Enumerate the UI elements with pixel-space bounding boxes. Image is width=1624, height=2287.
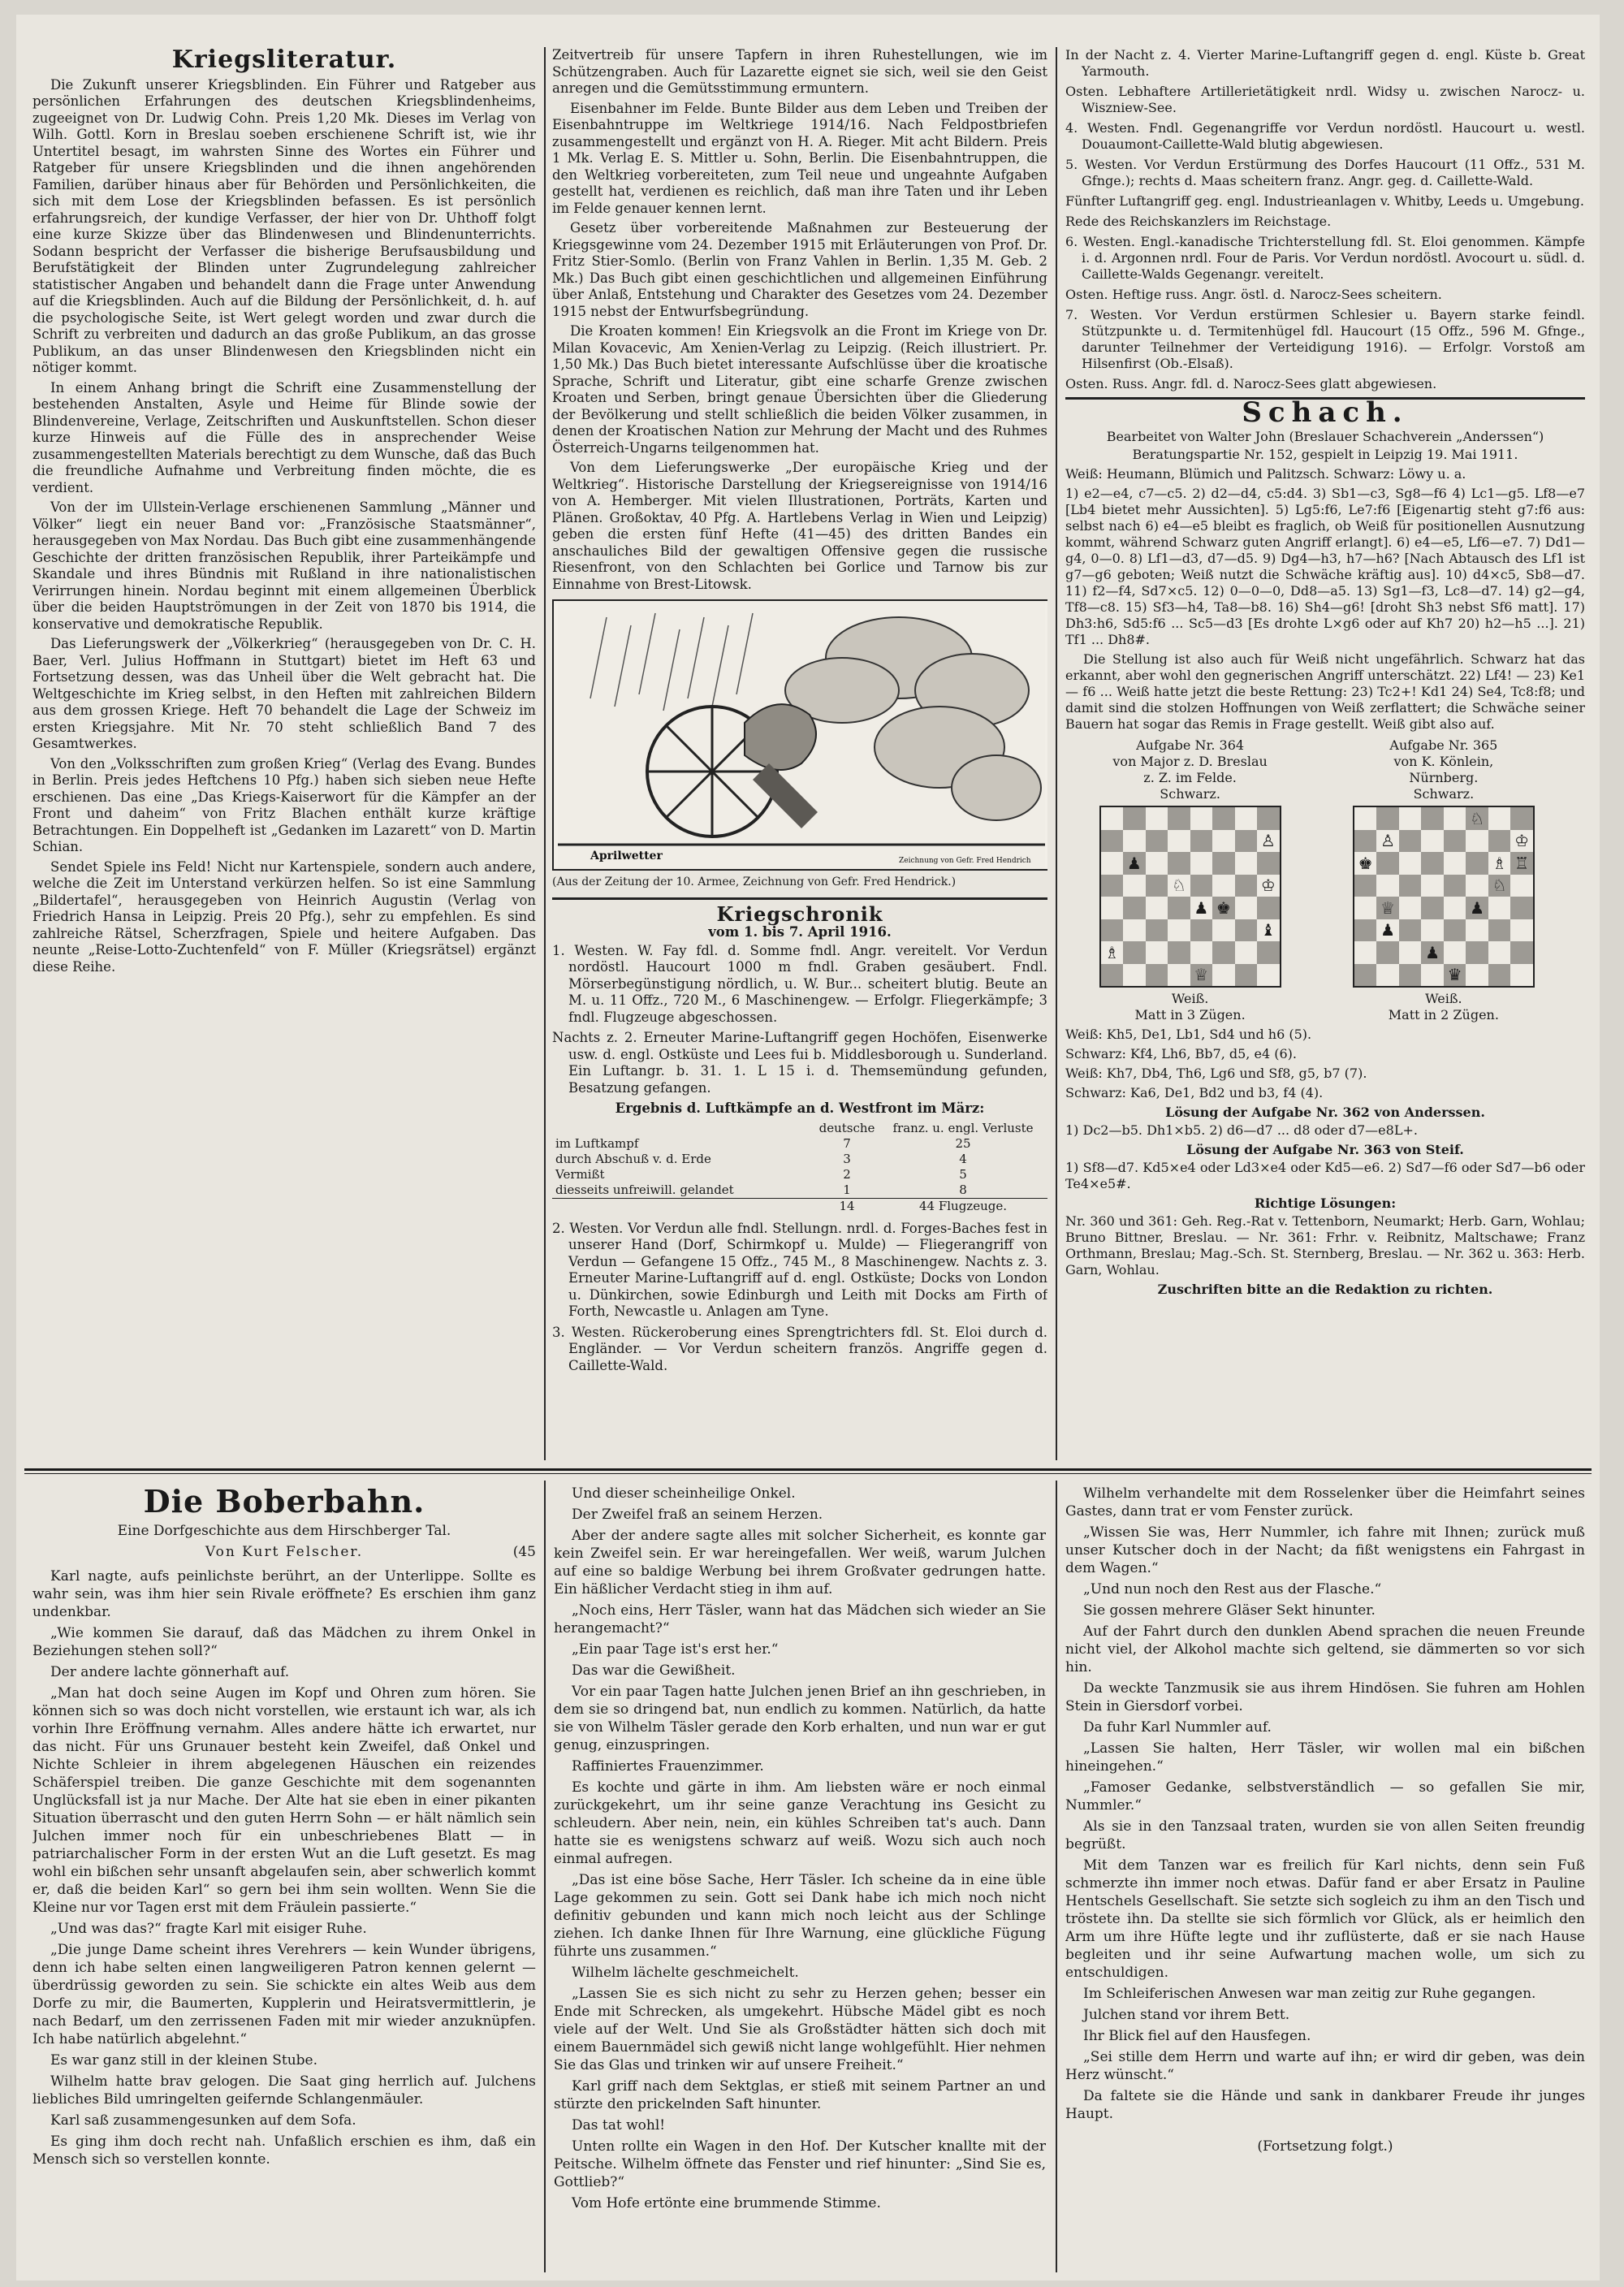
- chess-square: ♔: [1257, 875, 1280, 897]
- roman-paragraph: Aber der andere sagte alles mit solcher Sicherheit, es konnte gar kein Zweifel sein. Er war hereingefallen. Wer weiß, warum Julchen auf eine so baldige Werbung bei ihrem Großvater gedrungen hatte. Ein häßlicher Verdacht stieg in ihm auf.: [554, 1528, 1046, 1597]
- problem-color-bottom: Weiß.: [1171, 991, 1209, 1006]
- chess-square: [1146, 807, 1168, 830]
- chess-square: [1421, 875, 1444, 897]
- chess-square: [1235, 964, 1258, 987]
- chess-square: [1235, 807, 1258, 830]
- roman-col-1: [32, 1485, 536, 2272]
- chess-square: [1376, 807, 1399, 830]
- problem-color-top: Schwarz.: [1413, 786, 1475, 802]
- stats-cell: 2: [843, 1166, 851, 1182]
- problem-stipulation: Matt in 3 Zügen.: [1134, 1007, 1246, 1022]
- chess-square: ♗: [1101, 941, 1124, 964]
- chess-square: [1354, 830, 1377, 853]
- kriegsliteratur-paragraph: Die Zukunft unserer Kriegsblinden. Ein Führer und Ratgeber aus persönlichen Erfahrungen des deutschen Kriegsblindenheims, zugeeignet von Dr. Ludwig Cohn. Preis 1,20 Mk. Dieses im Verlag von Wilh. Gottl. Korn in Breslau soeben erschienene Schrift ist, wie ihr Untertitel besagt, im wahrsten Sinne des Wortes ein Führer und Ratgeber für unsere Kriegsblinden und die ihnen angehörenden Familien, darüber hinaus aber für Behörden und Persönlichkeiten, die sich mit dem Lose der Kriegsblinden befassen. Es ist persönlich erfahrungsreich, der kundige Verfasser, der hier von Dr. Uhthoff folgt eine kurze Skizze über das Blindenwesen und Blindenunterrichts. Sodann bespricht der Verfasser die bisherige Berufsausbildung und Berufstätigkeit der Blinden unter Zugrundelegung zahlreicher statistischer Angaben und behandelt dann die Frage unter Anwendung auf die Kriegsblinden. Auch auf die Bildung der Persönlichkeit, d. h. auf die psychologische Seite, ist Wert gelegt worden und zwar durch die Schrift zu verbreiten und dadurch an das große Publikum, an das grosse Publikum, an das unser Blindenwesen den Kriegsblinden nicht ein nötiger kommt.: [32, 76, 536, 375]
- chronik-item: Osten. Lebhaftere Artillerietätigkeit nrdl. Widsy u. zwischen Narocz- u. Wiszniew-See.: [1065, 84, 1585, 115]
- roman-paragraph: „Lassen Sie halten, Herr Täsler, wir wollen mal ein bißchen hineingehen.“: [1065, 1740, 1585, 1775]
- chess-square: [1466, 830, 1488, 853]
- problem-color-bottom: Weiß.: [1425, 991, 1462, 1006]
- problem-364-white: Weiß: Kh5, De1, Lb1, Sd4 und h6 (5).: [1065, 1027, 1312, 1042]
- chess-square: [1466, 875, 1488, 897]
- schach-footer: Zuschriften bitte an die Redaktion zu richten.: [1157, 1282, 1493, 1297]
- chess-square: [1101, 807, 1124, 830]
- stats-label: diesseits unfreiwill. gelandet: [555, 1182, 734, 1197]
- problem-365-white: Weiß: Kh7, Db4, Th6, Lg6 und Sf8, g5, b7 (7).: [1065, 1066, 1367, 1081]
- chess-square: [1101, 875, 1124, 897]
- middle-paragraph: Die Kroaten kommen! Ein Kriegsvolk an die Front im Kriege von Dr. Milan Kovacevic, Am Xenien-Verlag zu Leipzig. (Reich illustriert. Pr. 1,50 Mk.) Das Buch bietet interessante Aufschlüsse über die kroatische Sprache, Schrift und Literatur, gibt eine scharfe Grenze zwischen Kroaten und Serben, bringt genaue Übersichten über die Gliederung der Bevölkerung und stellt schließlich die beiden Völker zusammen, in denen der Kroatischen Nation zur Mehrung der Macht und des Ruhmes Österreich-Ungarns teilgenommen hat.: [552, 323, 1047, 456]
- roman-col-3: [1065, 1485, 1585, 2272]
- chess-square: [1212, 919, 1235, 942]
- chess-square: [1101, 830, 1124, 853]
- roman-paragraph: Julchen stand vor ihrem Bett.: [1083, 2007, 1290, 2023]
- column-kriegsliteratur: [32, 47, 536, 1452]
- roman-paragraph: Das war die Gewißheit.: [572, 1662, 736, 1679]
- chess-problem-364: [1065, 737, 1315, 1023]
- chess-square: ♝: [1257, 919, 1280, 942]
- chess-square: [1376, 964, 1399, 987]
- chess-square: [1101, 964, 1124, 987]
- roman-subtitle: Eine Dorfgeschichte aus dem Hirschberger Tal.: [117, 1523, 451, 1539]
- roman-paragraph: Vor ein paar Tagen hatte Julchen jenen Brief an ihn geschrieben, in dem sie so dringend bat, nun endlich zu kommen. Natürlich, da hatte sie von Wilhelm Täsler gerade den Korb erhalten, und nun war er gut genug, einzuspringen.: [554, 1684, 1046, 1753]
- chess-square: ♛: [1444, 964, 1466, 987]
- chronik-item: Osten. Russ. Angr. fdl. d. Narocz-Sees glatt abgewiesen.: [1065, 376, 1437, 391]
- roman-paragraph: Und dieser scheinheilige Onkel.: [572, 1485, 796, 1502]
- chess-square: [1421, 807, 1444, 830]
- stats-label: im Luftkampf: [555, 1135, 639, 1151]
- chess-square: [1444, 852, 1466, 875]
- chess-square: [1399, 875, 1422, 897]
- stats-cell: 7: [843, 1135, 851, 1151]
- solution-line: 1) Dc2—b5. Dh1×b5. 2) d6—d7 ... d8 oder d7—e8L+.: [1065, 1122, 1418, 1138]
- roman-paragraph: Karl nagte, aufs peinlichste berührt, an der Unterlippe. Sollte es wahr sein, was ihm hier sein Rivale eröffnete? Es erschien ihm ganz undenkbar.: [32, 1568, 536, 1620]
- chess-square: [1354, 919, 1377, 942]
- roman-byline: [32, 1543, 536, 1561]
- problem-place: Nürnberg.: [1409, 770, 1479, 785]
- chess-square: [1488, 807, 1511, 830]
- roman-paragraph: Unten rollte ein Wagen in den Hof. Der Kutscher knallte mit der Peitsche. Wilhelm öffnete das Fenster und rief hinunter: „Sind Sie es, Gottlieb?“: [554, 2138, 1046, 2190]
- cartoon-illustration: [554, 601, 1047, 869]
- chess-square: [1510, 875, 1533, 897]
- chess-square: [1235, 897, 1258, 919]
- chess-square: [1235, 941, 1258, 964]
- problem-color-top: Schwarz.: [1160, 786, 1220, 802]
- stats-cell: 5: [959, 1166, 967, 1182]
- chess-square: [1190, 875, 1213, 897]
- roman-paragraph: Mit dem Tanzen war es freilich für Karl nichts, denn sein Fuß schmerzte ihn immer noch etwas. Dafür fand er aber Ersatz in Pauline Hentschels Gesellschaft. Sie setzte sich sogleich zu ihm an den Tisch und tröstete ihn. Da stellte sie sich förmlich vor Glück, als er heimlich den Arm um ihre Hüfte legte und ihr zuflüsterte, daß er sie nach Hause begleiten und ihr seine Aufwartung machen wolle, um sich zu entschuldigen.: [1065, 1857, 1585, 1981]
- chess-square: [1399, 941, 1422, 964]
- roman-paragraph: „Sei stille dem Herrn und warte auf ihn; er wird dir geben, was dein Herz wünscht.“: [1065, 2049, 1585, 2083]
- kriegschronik-subtitle: vom 1. bis 7. April 1916.: [708, 924, 892, 940]
- chess-board: [1353, 806, 1535, 988]
- chess-square: [1466, 852, 1488, 875]
- chronik-item: 2. Westen. Vor Verdun alle fndl. Stellungn. nrdl. d. Forges-Baches fest in unserer Hand (Dorf, Schirmkopf u. Mulde) — Fliegerangriff von Verdun — Gefangene 15 Offz., 745 M., 8 Maschinengew. Nachts z. 3. Erneuter Marine-Luftangriff auf d. engl. Ostküste; Docks von London u. Dünkirchen, sowie Edinburgh und Leith mit Docks am Firth of Forth, Newcastle u. Anlagen am Tyne.: [552, 1220, 1047, 1319]
- chess-square: [1168, 919, 1190, 942]
- roman-title: Die Boberbahn.: [143, 1485, 425, 1520]
- chess-square: [1376, 875, 1399, 897]
- chess-square: [1190, 807, 1213, 830]
- column-divider: [544, 47, 546, 1460]
- problem-365-black: Schwarz: Ka6, De1, Bd2 und b3, f4 (4).: [1065, 1085, 1324, 1100]
- chess-square: [1421, 897, 1444, 919]
- kriegsliteratur-paragraph: Von der im Ullstein-Verlage erschienenen Sammlung „Männer und Völker“ liegt ein neuer Band vor: „Französische Staatsmänner“, herausgegeben von Max Nordau. Das Buch gibt eine zusammenhängende Geschichte der dritten französischen Republik, ihrer Parteikämpfe und Skandale und ihres Bündnis mit Rußland in ihre nationalistischen Verirrungen hinein. Nordau beginnt mit einem allgemeinen Überblick über die beiden Hauptströmungen in der Zeit von 1870 bis 1914, die konservative und demokratische Republik.: [32, 499, 536, 632]
- stats-label: durch Abschuß v. d. Erde: [555, 1151, 711, 1166]
- chess-square: [1123, 830, 1146, 853]
- chess-square: [1190, 941, 1213, 964]
- roman-paragraph: Es ging ihm doch recht nah. Unfaßlich erschien es ihm, daß ein Mensch sich so verstellen konnte.: [32, 2134, 536, 2168]
- stats-cell: 25: [955, 1135, 971, 1151]
- chess-square: [1235, 852, 1258, 875]
- solution-subtitle: Lösung der Aufgabe Nr. 363 von Steif.: [1186, 1142, 1464, 1157]
- chess-square: [1168, 964, 1190, 987]
- kriegschronik-list: [552, 943, 1047, 1097]
- roman-paragraph: Raffiniertes Frauenzimmer.: [572, 1758, 764, 1775]
- stats-total: 14: [839, 1198, 855, 1213]
- chronik-item: Rede des Reichskanzlers im Reichstage.: [1065, 214, 1332, 229]
- chess-square: ♟: [1376, 919, 1399, 942]
- roman-paragraph: „Das ist eine böse Sache, Herr Täsler. Ich scheine da in eine üble Lage gekommen zu sein. Gott sei Dank habe ich mich noch nicht definitiv gebunden und kann mich noch leicht aus der Schlinge ziehen. Ich danke Ihnen für Ihre Warnung, eine glückliche Fügung führte uns zusammen.“: [554, 1872, 1046, 1960]
- chess-square: [1168, 852, 1190, 875]
- solutions-title: Lösung der Aufgabe Nr. 362 von Anderssen.: [1165, 1105, 1485, 1120]
- chess-square: [1212, 807, 1235, 830]
- stats-cell: 8: [959, 1182, 967, 1197]
- chess-square: [1399, 807, 1422, 830]
- chess-square: [1354, 941, 1377, 964]
- middle-body: [552, 101, 1047, 594]
- chess-square: [1510, 897, 1533, 919]
- middle-paragraph: Von dem Lieferungswerke „Der europäische Krieg und der Weltkrieg“. Historische Darstellung der Kriegsereignisse von 1914/16 von A. Hemberger. Mit vielen Illustrationen, Porträts, Karten und Plänen. Großoktav, 40 Pfg. A. Hartlebens Verlag in Wien und Leipzig) geben die ersten fünf Hefte (41—45) des dritten Bandes ein anschauliches Bild der gewaltigen Offensive gegen die russische Riesenfront, von den Schlachten bei Gorlice und Tarnow bis zur Einnahme von Brest-Litowsk.: [552, 460, 1047, 592]
- divider-chronik: [552, 897, 1047, 900]
- middle-paragraph: Eisenbahner im Felde. Bunte Bilder aus dem Leben und Treiben der Eisenbahntruppe im Weltkriege 1914/16. Nach Feldpostbriefen zusammengestellt und ergänzt von H. A. Rieger. Mit acht Bildern. Preis 1 Mk. Verlag E. S. Mittler u. Sohn, Berlin. Die Eisenbahntruppen, die den Weltkrieg vorbereiteten, zum Teil neue und ungeahnte Aufgaben gestellt hat, verdienen es reichlich, daß man ihre Taten und ihr Leben im Felde genauer kennen lernt.: [552, 100, 1047, 216]
- kriegsliteratur-paragraph: Das Lieferungswerk der „Völkerkrieg“ (herausgegeben von Dr. C. H. Baer, Verl. Julius Hoffmann in Stuttgart) bietet im Heft 63 und Fortsetzung dessen, was das Unheil über die Welt gebracht hat. Die Weltgeschichte im Krieg selbst, in den Heften mit zahlreichen Bildern aus dem grossen Kriege. Heft 70 behandelt die Lage der Schweiz im ersten Kriegsjahre. Mit Nr. 70 steht schließlich Band 7 des Gesamtwerkes.: [32, 636, 536, 751]
- kriegsliteratur-paragraph: In einem Anhang bringt die Schrift eine Zusammenstellung der bestehenden Anstalten, Asyle und Heime für Blinde sowie der Blindenvereine, Verlage, Zeitschriften und Auskunftstellen. Schon dieser kurze Hinweis auf die Fülle des in ansprechender Weise zusammengestellten Materials berechtigt zu dem Wunsche, daß das Buch die freundliche Aufnahme und Verbreitung finden möchte, die es verdient.: [32, 379, 536, 495]
- schach-moves: 1) e2—e4, c7—c5. 2) d2—d4, c5:d4. 3) Sb1—c3, Sg8—f6 4) Lc1—g5. Lf8—e7 [Lb4 bietet mehr Aussichten]. 5) Lg5:f6, Le7:f6 [Eigenartig steht g7:f6 aus: selbst nach 6) e4—e5 bleibt es fraglich, ob Weiß für positionellen Ausnutzung kommt, während Schwarz guten Angriff erlangt]. 6) e4—e5, Lf6—e7. 7) Dd1—g4, 0—0. 8) Lf1—d3, d7—d5. 9) Dg4—h3, h7—h6? [Nach Abtausch des Lf1 ist g7—g6 geboten; Weiß nutzt die Schwäche kräftig aus]. 10) d4×c5, Sb8—d7. 11) f2—f4, Sd7×c5. 12) 0—0—0, Dd8—a5. 13) Sg1—f3, Lc8—d7. 14) g2—g4, Tf8—c8. 15) Sf3—h4, Ta8—b8. 16) Sh4—g6! [droht Sh3 nebst Sf6 matt]. 17) Dh3:h6, Sd5:f6 ... Sc5—d3 [Es drohte L×g6 oder auf Kh7 20) h2—h5 ...]. 21) Tf1 ... Dh8#.: [1065, 486, 1585, 647]
- chronik-item: 7. Westen. Vor Verdun erstürmen Schlesier u. Bayern starke feindl. Stützpunkte u. d. Termitenhügel fdl. Haucourt (15 Offz., 596 M. Gfnge., darunter Teilnehmer der Verteidigung 1916). — Erfolgr. Vorstoß am Hilsenfirst (Ob.-Elsaß).: [1065, 307, 1585, 371]
- column-right-top: [1065, 47, 1585, 1460]
- chess-square: [1510, 807, 1533, 830]
- chess-square: [1168, 941, 1190, 964]
- middle-intro: Zeitvertreib für unsere Tapfern in ihren Ruhestellungen, wie im Schützengraben. Auch für Lazarette eignet sie sich, weil sie den Geist anregen und die Gemütsstimmung ermuntern.: [552, 47, 1047, 96]
- chess-square: [1212, 830, 1235, 853]
- cartoon-signature: Zeichnung von Gefr. Fred Hendrich: [899, 857, 1031, 865]
- problem-author: von Major z. D. Breslau: [1112, 754, 1268, 769]
- stats-table: [552, 1121, 1047, 1214]
- roman-paragraph: Vom Hofe ertönte eine brummende Stimme.: [572, 2195, 881, 2211]
- roman-body-2: [554, 1485, 1046, 2212]
- chronik-item: 3. Westen. Rückeroberung eines Sprengtrichters fdl. St. Eloi durch d. Engländer. — Vor Verdun scheitern französ. Angriffe gegen d. Caillette-Wald.: [552, 1324, 1047, 1373]
- roman-paragraph: Ihr Blick fiel auf den Hausfegen.: [1083, 2028, 1311, 2044]
- chess-square: [1190, 919, 1213, 942]
- chess-square: [1444, 941, 1466, 964]
- section-title-kriegsliteratur: Kriegsliteratur.: [171, 47, 397, 74]
- chronik-item: 4. Westen. Fndl. Gegenangriffe vor Verdun nordöstl. Haucourt u. westl. Douaumont-Caillette-Wald blutig abgewiesen.: [1065, 120, 1585, 152]
- chess-square: [1123, 919, 1146, 942]
- roman-paragraph: „Noch eins, Herr Täsler, wann hat das Mädchen sich wieder an Sie herangemacht?“: [554, 1602, 1046, 1636]
- chess-square: ♚: [1212, 897, 1235, 919]
- roman-paragraph: Da faltete sie die Hände und sank in dankbarer Freude ihr junges Haupt.: [1065, 2088, 1585, 2122]
- chronik-item: 6. Westen. Engl.-kanadische Trichterstellung fdl. St. Eloi genommen. Kämpfe i. d. Argonnen nrdl. Four de Paris. Vor Verdun nordöstl. Avocourt u. südl. d. Caillette-Walds Gegenangr. vereitelt.: [1065, 234, 1585, 282]
- roman-paragraph: „Man hat doch seine Augen im Kopf und Ohren zum hören. Sie können sich so was doch nicht vorstellen, wie erstaunt ich war, als ich vorhin Ihre Eröffnung vernahm. Alles andere hätte ich erwartet, nur das nicht. Für uns Grunauer besteht kein Zweifel, daß Onkel und Nichte Schleier in ihrem abgelegenen Häuschen ein reizendes Schäferspiel treiben. Die ganze Geschichte mit dem sogenannten Unglücksfall ist ja nur Mache. Der Alte hat sie eben in einer pikanten Situation überrascht und den guten Herrn Sohn — er hält nämlich sein Julchen immer noch für ein unbeschriebenes Blatt — in patriarchalischer Form in der ersten Wut an die Luft gesetzt. Es mag wohl ein bißchen sehr unsanft abgelaufen sein, aber schwerlich kommt er, daß die beiden Karl“ so gern bei ihm sein wollten. Wenn Sie die Kleine nur vor Tagen erst mit dem Fräulein passierte.“: [32, 1685, 536, 1916]
- chess-square: [1101, 897, 1124, 919]
- chess-square: ♕: [1376, 897, 1399, 919]
- chess-square: [1444, 875, 1466, 897]
- chess-square: [1123, 807, 1146, 830]
- chess-square: [1399, 919, 1422, 942]
- chess-square: [1510, 919, 1533, 942]
- roman-paragraph: Auf der Fahrt durch den dunklen Abend sprachen die neuen Freunde nicht viel, der Alkohol machte sich geltend, sie dämmerten so vor sich hin.: [1065, 1623, 1585, 1675]
- kriegsliteratur-paragraph: Von den „Volksschriften zum großen Krieg“ (Verlag des Evang. Bundes in Berlin. Preis jedes Heftchens 10 Pfg.) haben sich sieben neue Hefte erschienen. Das eine „Das Kriegs-Kaiserwort für die Kämpfer an der Front und daheim“ von Fritz Blachen enthält kurze kräftige Betrachtungen. Ein Doppelheft ist „Gedanken im Lazarett“ von D. Martin Schian.: [32, 755, 536, 854]
- stats-cell: 3: [843, 1151, 851, 1166]
- newspaper-page: [16, 15, 1600, 2281]
- solution-line: 1) Sf8—d7. Kd5×e4 oder Ld3×e4 oder Kd5—e6. 2) Sd7—f6 oder Sd7—b6 oder Te4×e5#.: [1065, 1160, 1585, 1191]
- chess-square: [1354, 807, 1377, 830]
- kriegsliteratur-paragraph: Sendet Spiele ins Feld! Nicht nur Kartenspiele, sondern auch andere, welche die Zeit im Unterstand verkürzen helfen. So ist eine Sammlung „Bildertafel“, herausgegeben von Heinrich Augustin (Verlag von Friedrich Hansa in Leipzig. Preis 20 Pfg.), sehr zu empfehlen. Es sind zahlreiche Rätsel, Scherzfragen, Spiele und heitere Aufgaben. Das neunte „Reise-Lotto-Zuchtenfeld“ von F. Müller (Kriegsrätsel) ergänzt diese Reihe.: [32, 858, 536, 975]
- stats-cell: 1: [843, 1182, 851, 1197]
- roman-paragraph: „Lassen Sie es sich nicht zu sehr zu Herzen gehen; besser ein Ende mit Schrecken, als umgekehrt. Hübsche Mädel gibt es noch viele auf der Welt. Und Sie als Großstädter hätten sich doch mit einem Bauernmädel sich gewiß nicht lange wohlgefühlt. Hier nehmen Sie das Glas und trinken wir auf unsere Freiheit.“: [554, 1986, 1046, 2073]
- chess-square: [1212, 941, 1235, 964]
- chess-square: ♙: [1257, 830, 1280, 853]
- roman-paragraph: „Famoser Gedanke, selbstverständlich — so gefallen Sie mir, Nummler.“: [1065, 1779, 1585, 1814]
- chess-square: [1146, 852, 1168, 875]
- roman-paragraph: Es kochte und gärte in ihm. Am liebsten wäre er noch einmal zurückgekehrt, um ihr seine ganze Verachtung ins Gesicht zu schleudern. Aber nein, nein, ein kühles Schreiben tat's auch. Dann hatte sie es wenigstens schwarz auf weiß. Wozu sich auch noch einmal aufregen.: [554, 1779, 1046, 1867]
- roman-paragraph: Wilhelm verhandelte mit dem Rosselenker über die Heimfahrt seines Gastes, dann trat er vom Fenster zurück.: [1065, 1485, 1585, 1520]
- roman-paragraph: Wilhelm hatte brav gelogen. Die Saat ging herrlich auf. Julchens liebliches Bild umringelten geifernde Schlangenmäuler.: [32, 2073, 536, 2108]
- schach-editor: Bearbeitet von Walter John (Breslauer Schachverein „Anderssen“): [1106, 429, 1544, 444]
- chronik-item: Nachts z. 2. Erneuter Marine-Luftangriff gegen Hochöfen, Eisenwerke usw. d. engl. Ostküste und Lees fui b. Middlesborough u. Sunderland. Ein Luftangr. b. 31. 1. L 15 i. d. Themsemündung gefunden, Besatzung gefangen.: [552, 1030, 1047, 1096]
- roman-part: (45: [512, 1544, 536, 1560]
- problem-label: Aufgabe Nr. 365: [1389, 737, 1498, 753]
- chess-square: [1146, 875, 1168, 897]
- section-title-schach: Schach.: [1242, 396, 1409, 429]
- chess-square: [1444, 897, 1466, 919]
- chess-square: [1354, 875, 1377, 897]
- column-divider: [1056, 1481, 1057, 2272]
- chess-square: [1190, 852, 1213, 875]
- cartoon-title: Aprilwetter: [590, 850, 663, 862]
- kriegsliteratur-body: [32, 77, 536, 976]
- chess-problems: [1065, 737, 1585, 1023]
- chess-square: [1146, 830, 1168, 853]
- chess-square: [1510, 964, 1533, 987]
- stats-label: Vermißt: [555, 1166, 605, 1182]
- middle-paragraph: Gesetz über vorbereitende Maßnahmen zur Besteuerung der Kriegsgewinne vom 24. Dezember 1915 mit Erläuterungen von Prof. Dr. Fritz Stier-Somlo. (Berlin von Franz Vahlen in Berlin. 1,35 M. Geb. 2 Mk.) Das Buch gibt einen geschichtlichen und allgemeinen Einführung über Anlaß, Entstehung und Charakter des Gesetzes vom 24. Dezember 1915 nebst der Entwurfsbegründung.: [552, 220, 1047, 319]
- chess-square: [1376, 941, 1399, 964]
- problem-place: z. Z. im Felde.: [1143, 770, 1237, 785]
- roman-paragraph: Das tat wohl!: [572, 2117, 666, 2134]
- roman-paragraph: „Die junge Dame scheint ihres Verehrers — kein Wunder übrigens, denn ich habe selten einen langweiligeren Patron kennen gelernt — überdrüssig geworden zu sein. Sie schickte ein altes Weib aus dem Dorfe zu mir, die Baumerten, Kupplerin und Heiratsvermittlerin, je nach Bedarf, um den zerrissenen Faden mit mir wieder anzuknüpfen. Ich habe natürlich abgelehnt.“: [32, 1942, 536, 2047]
- chess-square: [1257, 897, 1280, 919]
- chess-square: [1146, 897, 1168, 919]
- chess-square: ♟: [1466, 897, 1488, 919]
- section-title-kriegschronik: Kriegschronik: [716, 901, 883, 926]
- correct-solvers-title: Richtige Lösungen:: [1254, 1195, 1397, 1211]
- chronik-item: In der Nacht z. 4. Vierter Marine-Luftangriff gegen d. engl. Küste b. Great Yarmouth.: [1065, 47, 1585, 79]
- chess-square: [1488, 964, 1511, 987]
- chess-square: ♖: [1510, 852, 1533, 875]
- chess-square: [1212, 875, 1235, 897]
- chess-square: [1101, 919, 1124, 942]
- chess-square: [1257, 941, 1280, 964]
- chess-square: [1376, 852, 1399, 875]
- chess-square: ♕: [1190, 964, 1213, 987]
- chess-board: [1099, 806, 1281, 988]
- chess-square: [1444, 807, 1466, 830]
- chess-square: [1488, 941, 1511, 964]
- chess-square: [1257, 807, 1280, 830]
- chronik-continued-list: [1065, 47, 1585, 392]
- chess-square: [1399, 830, 1422, 853]
- stats-cell: 4: [959, 1151, 967, 1166]
- chess-square: ♔: [1510, 830, 1533, 853]
- roman-paragraph: Im Schleiferischen Anwesen war man zeitig zur Ruhe gegangen.: [1083, 1986, 1536, 2002]
- chess-square: ♘: [1466, 807, 1488, 830]
- chess-square: [1168, 897, 1190, 919]
- roman-paragraph: Sie gossen mehrere Gläser Sekt hinunter.: [1083, 1602, 1376, 1619]
- chess-square: [1235, 919, 1258, 942]
- chess-square: [1123, 875, 1146, 897]
- chess-square: ♘: [1168, 875, 1190, 897]
- column-divider: [1056, 47, 1057, 1460]
- chess-square: [1354, 964, 1377, 987]
- chess-square: [1466, 941, 1488, 964]
- chess-square: [1123, 897, 1146, 919]
- roman-paragraph: „Wie kommen Sie darauf, daß das Mädchen zu ihrem Onkel in Beziehungen stehen soll?“: [32, 1625, 536, 1659]
- chess-square: [1488, 919, 1511, 942]
- roman-paragraph: Der Zweifel fraß an seinem Herzen.: [572, 1507, 823, 1523]
- column-divider: [544, 1481, 546, 2272]
- chess-square: [1399, 897, 1422, 919]
- chess-square: [1354, 897, 1377, 919]
- chess-square: [1235, 830, 1258, 853]
- problem-364-black: Schwarz: Kf4, Lh6, Bb7, d5, e4 (6).: [1065, 1046, 1297, 1061]
- roman-paragraph: Wilhelm lächelte geschmeichelt.: [572, 1965, 799, 1981]
- chronik-item: 1. Westen. W. Fay fdl. d. Somme fndl. Angr. vereitelt. Vor Verdun nordöstl. Haucourt 1000 m fndl. Graben gesäubert. Fndl. Mörserbegünstigung nördlich, u. W. Bur... scheitert blutig. Beute an M. u. 11 Offz., 720 M., 6 Maschinengew. — Erfolgr. Fliegerkämpfe; 3 fndl. Flugzeuge abgeschossen.: [552, 942, 1047, 1025]
- roman-col-2: [554, 1485, 1046, 2272]
- roman-paragraph: Karl griff nach dem Sektglas, er stieß mit seinem Partner an und stürzte den prickelnden Saft hinunter.: [554, 2078, 1046, 2112]
- chess-square: [1466, 919, 1488, 942]
- chess-square: [1488, 897, 1511, 919]
- stats-col-head: deutsche: [818, 1120, 875, 1135]
- chess-square: ♟: [1421, 941, 1444, 964]
- roman-paragraph: „Und was das?“ fragte Karl mit eisiger Ruhe.: [50, 1921, 367, 1937]
- roman-paragraph: „Ein paar Tage ist's erst her.“: [572, 1641, 779, 1658]
- chess-square: [1399, 964, 1422, 987]
- chess-square: [1168, 807, 1190, 830]
- chess-square: ♚: [1354, 852, 1377, 875]
- chess-problem-365: [1319, 737, 1568, 1023]
- chess-square: ♙: [1376, 830, 1399, 853]
- roman-paragraph: Da weckte Tanzmusik sie aus ihrem Hindösen. Sie fuhren am Hohlen Stein in Giersdorf vorbei.: [1065, 1680, 1585, 1714]
- schach-game-header: Beratungspartie Nr. 152, gespielt in Leipzig 19. Mai 1911.: [1132, 447, 1518, 462]
- chess-square: [1146, 964, 1168, 987]
- roman-body-1: [32, 1567, 536, 2168]
- chronik-item: 5. Westen. Vor Verdun Erstürmung des Dorfes Haucourt (11 Offz., 531 M. Gfnge.); rechts d. Maas scheitern franz. Angr. geg. d. Caillette-Wald.: [1065, 157, 1585, 188]
- column-middle-top: [552, 47, 1047, 1460]
- chess-square: [1444, 919, 1466, 942]
- section-divider: [24, 1468, 1592, 1471]
- chess-square: [1123, 941, 1146, 964]
- chess-square: ♘: [1488, 875, 1511, 897]
- schach-players: Weiß: Heumann, Blümich und Palitzsch. Schwarz: Löwy u. a.: [1065, 466, 1466, 482]
- chess-square: [1146, 919, 1168, 942]
- cartoon-aprilwetter: [552, 599, 1047, 871]
- roman-paragraph: Der andere lachte gönnerhaft auf.: [50, 1664, 290, 1680]
- kriegschronik-list-2: [552, 1221, 1047, 1375]
- chess-square: [1510, 941, 1533, 964]
- chess-square: [1190, 830, 1213, 853]
- chess-square: [1421, 919, 1444, 942]
- roman-paragraph: „Wissen Sie was, Herr Nummler, ich fahre mit Ihnen; zurück muß unser Kutscher doch in der Nacht; da fißt wenigstens ein Fahrgast in dem Wagen.“: [1065, 1524, 1585, 1576]
- chess-square: [1101, 852, 1124, 875]
- chess-square: [1444, 830, 1466, 853]
- stats-total: 44 Flugzeuge.: [918, 1198, 1007, 1213]
- problem-stipulation: Matt in 2 Zügen.: [1388, 1007, 1499, 1022]
- problem-label: Aufgabe Nr. 364: [1136, 737, 1245, 753]
- roman-paragraph: Es war ganz still in der kleinen Stube.: [50, 2052, 317, 2069]
- roman-body-3: [1065, 1485, 1585, 2123]
- chess-square: [1235, 875, 1258, 897]
- chess-square: [1466, 964, 1488, 987]
- chess-square: [1212, 852, 1235, 875]
- chronik-item: Fünfter Luftangriff geg. engl. Industrieanlagen v. Whitby, Leeds u. Umgebung.: [1065, 193, 1584, 209]
- stats-title: Ergebnis d. Luftkämpfe an d. Westfront im März:: [615, 1100, 985, 1116]
- chess-square: [1257, 964, 1280, 987]
- problem-author: von K. Könlein,: [1393, 754, 1494, 769]
- roman-paragraph: Da fuhr Karl Nummler auf.: [1083, 1719, 1272, 1736]
- chronik-item: Osten. Heftige russ. Angr. östl. d. Narocz-Sees scheitern.: [1065, 287, 1442, 302]
- chess-square: [1123, 964, 1146, 987]
- roman-paragraph: „Und nun noch den Rest aus der Flasche.“: [1083, 1581, 1382, 1597]
- chess-square: [1421, 830, 1444, 853]
- stats-col-head: franz. u. engl. Verluste: [892, 1120, 1034, 1135]
- roman-continuation: (Fortsetzung folgt.): [1257, 2138, 1393, 2155]
- roman-author: Von Kurt Felscher.: [205, 1544, 364, 1560]
- cartoon-caption: (Aus der Zeitung der 10. Armee, Zeichnung von Gefr. Fred Hendrick.): [552, 875, 957, 888]
- roman-paragraph: Karl saß zusammengesunken auf dem Sofa.: [50, 2112, 356, 2129]
- chess-square: [1212, 964, 1235, 987]
- chess-square: [1399, 852, 1422, 875]
- chess-square: [1421, 852, 1444, 875]
- roman-paragraph: Als sie in den Tanzsaal traten, wurden sie von allen Seiten freundig begrüßt.: [1065, 1818, 1585, 1853]
- chess-square: [1146, 941, 1168, 964]
- chess-square: ♟: [1190, 897, 1213, 919]
- correct-solvers: Nr. 360 und 361: Geh. Reg.-Rat v. Tettenborn, Neumarkt; Herb. Garn, Wohlau; Bruno Bittner, Breslau. — Nr. 361: Frhr. v. Reibnitz, Maltschawe; Franz Orthmann, Breslau; Mag.-Sch. St. Sternberg, Breslau. — Nr. 362 u. 363: Herb. Garn, Wohlau.: [1065, 1213, 1585, 1278]
- section-divider: [24, 1473, 1592, 1474]
- chess-square: [1168, 830, 1190, 853]
- chess-square: [1421, 964, 1444, 987]
- schach-analysis: Die Stellung ist also auch für Weiß nicht ungefährlich. Schwarz hat das erkannt, aber wohl den gegnerischen Angriff unterschätzt. 22) Lf4! — 23) Ke1 — f6 ... Weiß hatte jetzt die beste Rettung: 23) Tc2+! Kd1 24) Se4, Tc8:f8; und damit sind die stolzen Hoffnungen von Weiß zerflattert; die Schwäche seiner Bauern hat sogar das Remis in Frage gestellt. Weiß gibt also auf.: [1065, 651, 1585, 732]
- chess-square: [1257, 852, 1280, 875]
- chess-square: ♟: [1123, 852, 1146, 875]
- chess-square: [1488, 830, 1511, 853]
- chess-square: ♗: [1488, 852, 1511, 875]
